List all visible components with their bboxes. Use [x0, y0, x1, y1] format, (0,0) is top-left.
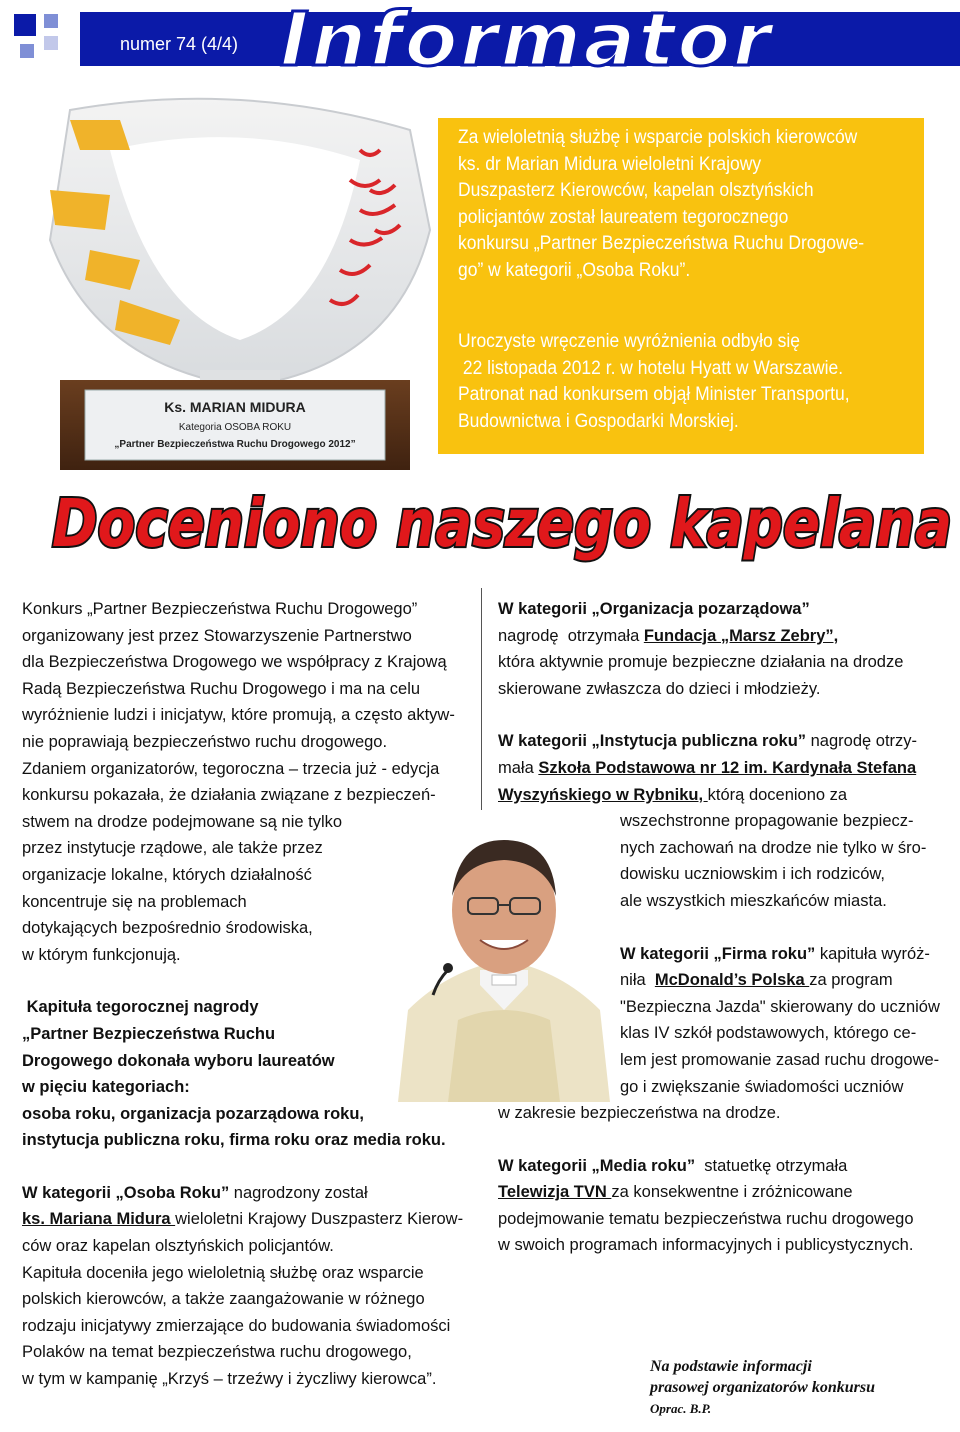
text-line — [22, 1206, 463, 1233]
text-line — [498, 623, 940, 650]
wrapped-text — [620, 808, 940, 1100]
header-square-2 — [44, 14, 58, 28]
text-line: nych zachowań na drodze nie tylko w śro- — [620, 838, 927, 857]
text-line: polskich kierowców, a także zaangażowanie w różnego — [22, 1290, 425, 1309]
text-span: kapituła wyróż- — [815, 944, 930, 963]
text-line: ców oraz kapelan olsztyńskich policjantów. — [22, 1237, 334, 1256]
text-span: za program — [809, 971, 893, 990]
text-line: organizowany jest przez Stowarzyszenie Partnerstwo — [22, 626, 412, 645]
text-span: statuetkę otrzymała — [695, 1156, 848, 1175]
text-span: mała — [498, 758, 539, 777]
source-credit — [650, 1356, 875, 1419]
text-line: przez instytucje rządowe, ale także przez — [22, 839, 323, 858]
text-span: nagrodę otrzy- — [806, 732, 918, 751]
text-line — [620, 941, 940, 968]
text-line — [22, 1180, 463, 1207]
text-line — [620, 967, 940, 994]
text-span: wieloletni Krajowy Duszpasterz Kierow- — [175, 1210, 464, 1229]
text-span: za konsekwentne i zróżnicowane — [611, 1183, 853, 1202]
text-line: w pięciu kategoriach: — [22, 1078, 190, 1097]
text-line: rodzaju inicjatywy zmierzające do budowania świadomości — [22, 1316, 451, 1335]
intro-line: Patronat nad konkursem objął Minister Transportu, — [458, 384, 850, 405]
laureate-name: McDonald’s Polska — [654, 971, 810, 990]
credit-author: Oprac. B.P. — [650, 1401, 712, 1416]
laureate-name: Wyszyńskiego w Rybniku, — [498, 785, 708, 804]
intro-line: Duszpasterz Kierowców, kapelan olsztyńskich — [458, 180, 814, 201]
text-line: „Partner Bezpieczeństwa Ruchu — [22, 1024, 276, 1043]
text-line: w zakresie bezpieczeństwa na drodze. — [498, 1104, 781, 1123]
intro-line: ks. dr Marian Midura wieloletni Krajowy — [458, 153, 762, 175]
trophy-photo — [30, 90, 450, 470]
category-label: W kategorii „Instytucja publiczna roku” — [498, 732, 807, 751]
plate-name: Ks. MARIAN MIDURA — [164, 399, 306, 415]
text-line: koncentruje się na problemach — [22, 892, 247, 911]
text-line: stwem na drodze podejmowane są nie tylko — [22, 812, 343, 831]
text-line: klas IV szkół podstawowych, którego ce- — [620, 1024, 917, 1043]
intro-box-ceremony — [458, 329, 881, 435]
text-span: którą doceniono za — [707, 785, 848, 804]
text-line — [498, 755, 940, 782]
laureate-name: Szkoła Podstawowa nr 12 im. Kardynała Stefana — [538, 758, 917, 777]
text-line: w którym funkcjonują. — [22, 945, 181, 964]
text-line — [498, 782, 940, 809]
text-line: dowisku uczniowskim i ich rodziców, — [620, 865, 886, 884]
text-line: organizacje lokalne, których działalność — [22, 865, 312, 884]
header-square-4 — [20, 44, 34, 58]
category-label: W kategorii „Firma roku” — [620, 944, 816, 963]
plate-contest: „Partner Bezpieczeństwa Ruchu Drogowego 2012” — [114, 439, 356, 450]
text-line: ale wszystkich mieszkańców miasta. — [620, 891, 887, 910]
text-line: Zdaniem organizatorów, tegoroczna – trzecia już - edycja — [22, 759, 440, 778]
text-line: Drogowego dokonała wyboru laureatów — [22, 1051, 335, 1070]
text-line: która aktywnie promuje bezpieczne działania na drodze — [498, 653, 904, 672]
text-line: Kapituła doceniła jego wieloletnią służbę oraz wsparcie — [22, 1263, 424, 1282]
text-line: dotykających bezpośrednio środowiska, — [22, 919, 313, 938]
text-line: wyróżnienie ludzi i inicjatyw, które promują, a często aktyw- — [22, 706, 455, 725]
text-line: Kapituła tegorocznej nagrody — [22, 998, 259, 1017]
text-line: Radą Bezpieczeństwa Ruchu Drogowego i ma na celu — [22, 679, 421, 698]
text-line: podejmowanie tematu bezpieczeństwa ruchu drogowego — [498, 1209, 914, 1228]
text-line: dla Bezpieczeństwa Drogowego we współpracy z Krajową — [22, 653, 447, 672]
text-line: go i zwiększanie świadomości uczniów — [620, 1077, 904, 1096]
laureate-name: ks. Mariana Midura — [22, 1210, 176, 1229]
text-line: nie poprawiają bezpieczeństwo ruchu drogowego. — [22, 732, 388, 751]
text-line: lem jest promowanie zasad ruchu drogowe- — [620, 1050, 940, 1069]
text-line: konkursu pokazała, że działania związane z bezpieczeń- — [22, 786, 436, 805]
masthead-title: Informator — [280, 0, 773, 83]
header-square-3 — [44, 36, 58, 50]
person-of-year-paragraph — [22, 1180, 463, 1393]
laureate-name: Telewizja TVN — [498, 1183, 612, 1202]
intro-line: Uroczyste wręczenie wyróżnienia odbyło się — [458, 331, 800, 352]
intro-line: go” w kategorii „Osoba Roku”. — [458, 259, 691, 281]
headline — [48, 476, 958, 586]
right-column — [498, 596, 940, 1259]
category-label: W kategorii „Osoba Roku” — [22, 1183, 230, 1202]
credit-line: prasowej organizatorów konkursu — [650, 1379, 875, 1396]
category-label: W kategorii „Media roku” — [498, 1156, 696, 1175]
text-span: nagrodę otrzymała — [498, 626, 644, 645]
category-label: W kategorii „Organizacja pozarządowa” — [498, 600, 810, 618]
intro-line: konkursu „Partner Bezpieczeństwa Ruchu Drogowe- — [458, 233, 865, 254]
text-line: wszechstronne propagowanie bezpiecz- — [620, 812, 914, 831]
headline-text: Doceniono naszego kapelana — [52, 485, 952, 562]
header-square-1 — [14, 14, 36, 36]
credit-line: Na podstawie informacji — [650, 1358, 812, 1375]
text-line: skierowane zwłaszcza do dzieci i młodzieży. — [498, 679, 821, 698]
text-line: w swoich programach informacyjnych i publicystycznych. — [498, 1236, 914, 1255]
text-line: instytucja publiczna roku, firma roku oraz media roku. — [22, 1131, 446, 1150]
issue-number: numer 74 (4/4) — [120, 34, 239, 54]
intro-line: 22 listopada 2012 r. w hotelu Hyatt w Warszawie. — [458, 357, 844, 379]
plate-category: Kategoria OSOBA ROKU — [178, 422, 292, 433]
text-line: "Bezpieczna Jazda" skierowany do uczniów — [620, 997, 940, 1016]
intro-line: Za wieloletnią służbę i wsparcie polskich kierowców — [458, 127, 858, 148]
text-line — [498, 728, 940, 755]
text-line — [498, 1153, 940, 1180]
text-span: nagrodzony został — [229, 1183, 368, 1202]
text-line: w tym w kampanię „Krzyś – trzeźwy i życzliwy kierowca”. — [22, 1370, 437, 1389]
text-line — [498, 1179, 940, 1206]
intro-box-text — [458, 125, 881, 284]
intro-line: Budownictwa i Gospodarki Morskiej. — [458, 410, 739, 432]
text-line: osoba roku, organizacja pozarządowa roku, — [22, 1104, 364, 1123]
intro-line: policjantów został laureatem tegorocznego — [458, 206, 789, 228]
laureate-name: Fundacja „Marsz Zebry”, — [643, 626, 839, 645]
text-line: Konkurs „Partner Bezpieczeństwa Ruchu Drogowego” — [22, 600, 418, 618]
text-span: niła — [620, 971, 655, 990]
text-line: Polaków na temat bezpieczeństwa ruchu drogowego, — [22, 1343, 412, 1362]
